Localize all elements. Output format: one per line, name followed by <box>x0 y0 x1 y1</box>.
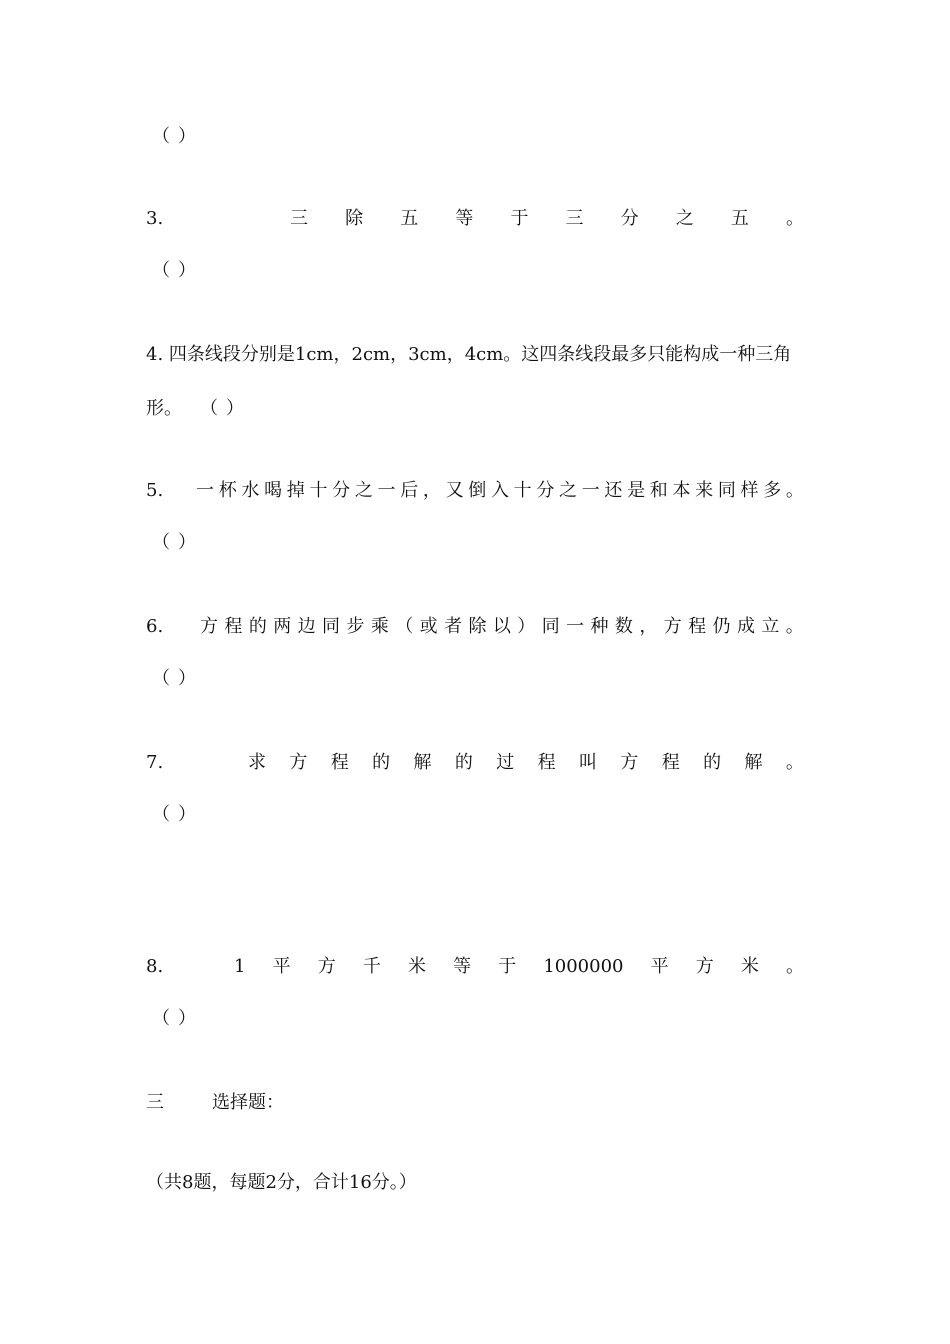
q7-char: 过 <box>496 752 515 773</box>
q5-char: 入 <box>490 480 509 501</box>
q8-char: 米 <box>740 956 759 977</box>
q3-number: 3. <box>146 208 164 229</box>
q3-char: 。 <box>785 208 804 229</box>
answer-blank-6[interactable]: （ ） <box>152 668 196 689</box>
q8-char: 平 <box>272 956 291 977</box>
q5-number: 5. <box>146 480 164 501</box>
q7-char: 叫 <box>579 752 597 773</box>
q6-char: 一 <box>566 616 585 637</box>
q5-char: 水 <box>241 480 260 501</box>
q6-char: 同 <box>322 616 341 637</box>
q3-char: 分 <box>620 208 639 229</box>
q5-char: 之 <box>559 480 577 501</box>
q5-char: 十 <box>309 480 328 501</box>
q3-char: 三 <box>565 208 584 229</box>
question-5-text <box>196 478 804 504</box>
q8-char: 方 <box>317 956 336 977</box>
q7-char: 的 <box>703 752 722 773</box>
q7-char: 的 <box>372 752 391 773</box>
q8-char: 米 <box>407 956 426 977</box>
q7-number: 7. <box>146 752 164 773</box>
q5-char: 来 <box>695 480 714 501</box>
q6-char: 步 <box>346 616 365 637</box>
q5-char: 同 <box>717 480 736 501</box>
question-4-text: 4. 四条线段分别是1cm，2cm，3cm，4cm。这四条线段最多只能构成一种三角 <box>146 344 792 365</box>
q3-char: 除 <box>345 208 364 229</box>
q8-char: 。 <box>786 956 804 977</box>
q5-char: ， <box>422 480 441 501</box>
q3-char: 之 <box>675 208 694 229</box>
q5-char: 倒 <box>468 480 487 501</box>
q6-char: 两 <box>273 616 292 637</box>
q7-char: 。 <box>785 752 804 773</box>
q6-char: 或 <box>419 616 438 637</box>
q6-char: 除 <box>468 616 487 637</box>
q7-char: 方 <box>289 752 308 773</box>
q5-char: 一 <box>377 480 396 501</box>
q5-char: 样 <box>740 480 759 501</box>
q6-char: 数 <box>614 616 633 637</box>
q8-char: 1 <box>234 956 246 977</box>
q5-char: 杯 <box>218 480 237 501</box>
answer-blank-4[interactable]: （ ） <box>200 398 244 419</box>
q5-char: 。 <box>785 480 804 501</box>
q6-char: 程 <box>224 616 243 637</box>
q8-number: 8. <box>146 956 164 977</box>
question-3-text <box>290 206 804 232</box>
q8-char: 平 <box>650 956 669 977</box>
q5-char: 分 <box>536 480 555 501</box>
q7-char: 解 <box>413 752 432 773</box>
question-4-text-cont: 形。 <box>146 398 182 419</box>
q6-char: 成 <box>736 616 755 637</box>
q6-char: 者 <box>444 616 463 637</box>
q7-char: 方 <box>620 752 639 773</box>
q5-char: 和 <box>649 480 668 501</box>
q5-char: 喝 <box>264 480 283 501</box>
q6-char: 种 <box>590 616 609 637</box>
q7-char: 求 <box>248 752 266 773</box>
q5-char: 分 <box>332 480 351 501</box>
q6-char: 同 <box>541 616 560 637</box>
question-7-text <box>248 750 804 776</box>
answer-blank-5[interactable]: （ ） <box>152 532 196 553</box>
section-number: 三 <box>146 1092 164 1113</box>
q5-char: 十 <box>513 480 532 501</box>
q5-char: 后 <box>400 480 419 501</box>
q5-char: 还 <box>604 480 623 501</box>
q6-number: 6. <box>146 616 164 637</box>
q6-char: ， <box>639 616 658 637</box>
q5-char: 一 <box>581 480 600 501</box>
q6-char: 方 <box>663 616 682 637</box>
answer-blank-7[interactable]: （ ） <box>152 804 196 825</box>
q8-char: 等 <box>453 956 472 977</box>
q6-char: 立 <box>761 616 780 637</box>
q7-char: 程 <box>537 752 556 773</box>
q6-char: 以 <box>492 616 511 637</box>
q5-char: 之 <box>354 480 373 501</box>
q5-char: 又 <box>445 480 464 501</box>
answer-blank-3[interactable]: （ ） <box>152 260 196 281</box>
section-title: 选择题： <box>212 1092 284 1113</box>
q7-char: 的 <box>454 752 473 773</box>
q6-char: 方 <box>200 616 218 637</box>
q5-char: 是 <box>627 480 646 501</box>
q3-char: 于 <box>510 208 529 229</box>
question-8-text <box>234 954 804 980</box>
q5-char: 本 <box>672 480 691 501</box>
q3-char: 等 <box>455 208 474 229</box>
section-note: （共8题，每题2分，合计16分。） <box>146 1172 417 1193</box>
q6-char: 仍 <box>712 616 731 637</box>
q3-char: 五 <box>400 208 419 229</box>
q6-char: 。 <box>785 616 804 637</box>
q5-char: 掉 <box>286 480 305 501</box>
q7-char: 程 <box>661 752 680 773</box>
q5-char: 多 <box>763 480 782 501</box>
q6-char: （ <box>395 616 414 637</box>
answer-blank-8[interactable]: （ ） <box>152 1008 196 1029</box>
question-6-text <box>200 614 804 640</box>
q7-char: 解 <box>744 752 763 773</box>
q8-char: 1000000 <box>543 956 624 977</box>
q8-char: 千 <box>362 956 381 977</box>
q6-char: 的 <box>248 616 267 637</box>
q6-char: ） <box>517 616 536 637</box>
q8-char: 于 <box>498 956 517 977</box>
q3-char: 三 <box>290 208 308 229</box>
q6-char: 程 <box>688 616 707 637</box>
answer-blank-2[interactable]: （ ） <box>152 126 196 147</box>
q3-char: 五 <box>730 208 749 229</box>
q6-char: 边 <box>297 616 316 637</box>
q6-char: 乘 <box>370 616 389 637</box>
q8-char: 方 <box>695 956 714 977</box>
q5-char: 一 <box>196 480 214 501</box>
q7-char: 程 <box>330 752 349 773</box>
